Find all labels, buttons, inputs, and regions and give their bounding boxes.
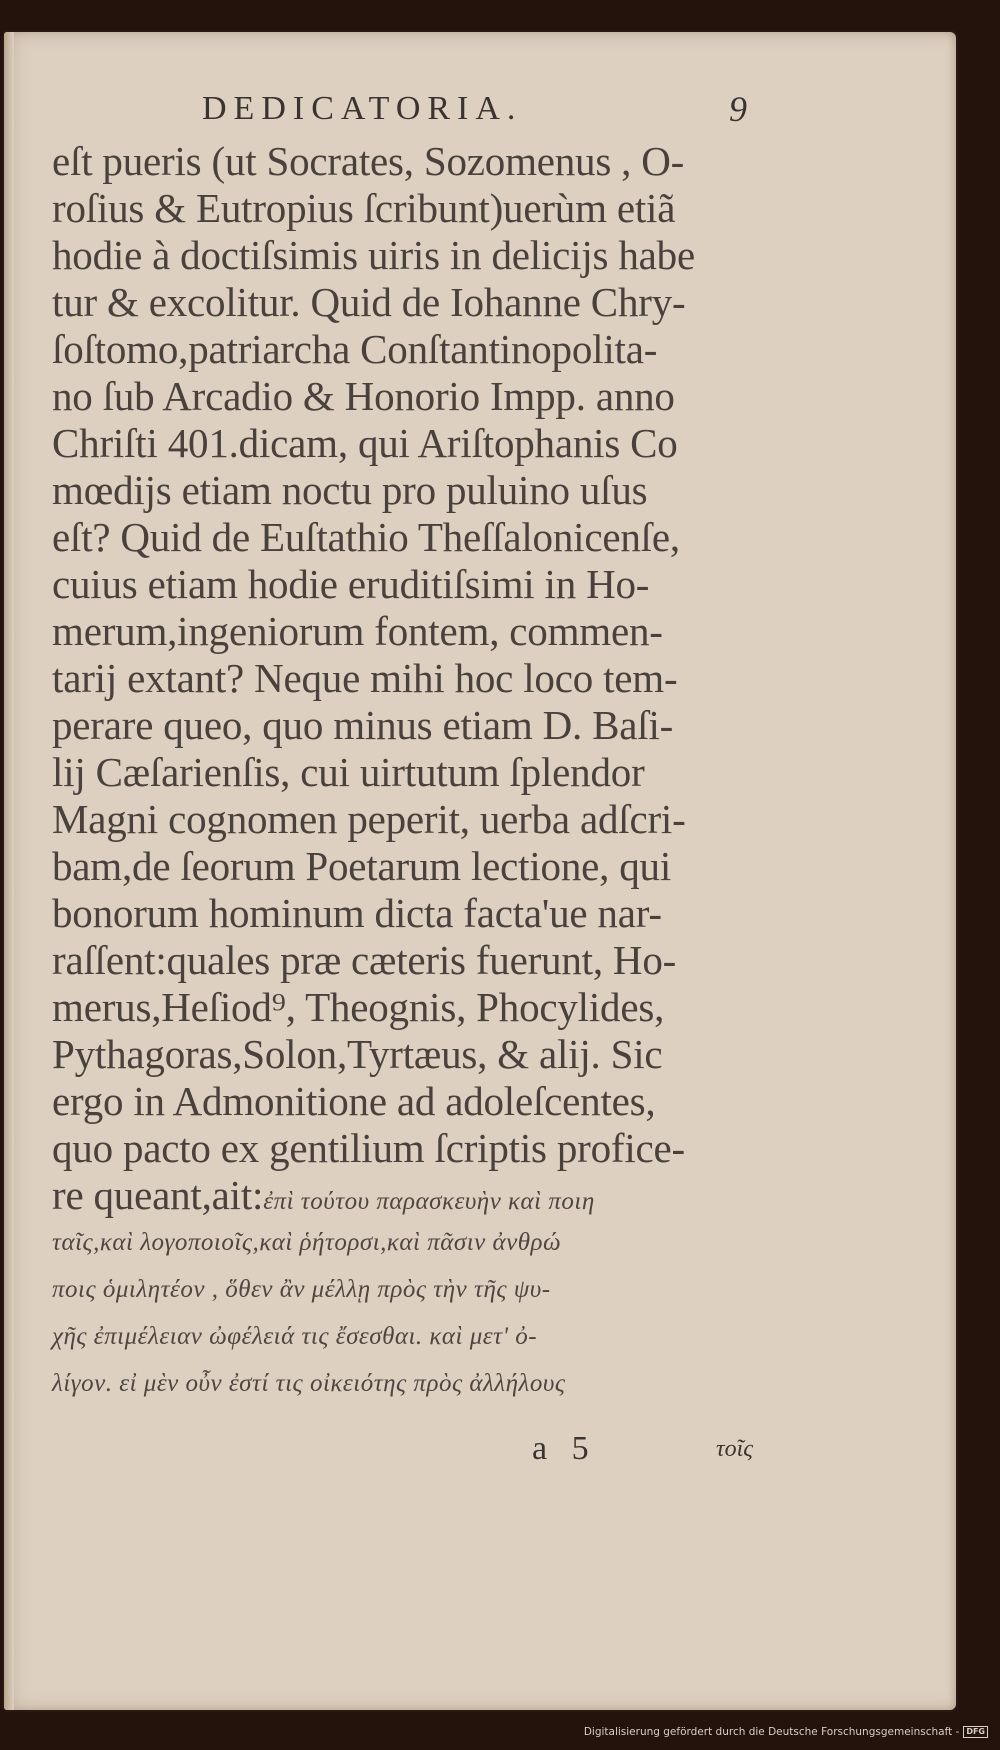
page-header	[4, 90, 956, 136]
text-line: Chriſti 401.dicam, qui Ariſtophanis Co	[52, 420, 678, 466]
text-line: quo pacto ex gentilium ſcriptis profice-	[52, 1125, 686, 1171]
text-line-mixed	[52, 1172, 772, 1219]
catchword: τοῖς	[716, 1436, 753, 1462]
text-line: eſt pueris (ut Socrates, Sozomenus , O-	[52, 138, 685, 184]
text-line: tarij extant? Neque mihi hoc loco tem-	[52, 655, 678, 701]
latin-text: re queant,ait:	[52, 1172, 264, 1218]
credit-text: Digitalisierung gefördert durch die Deutsche Forschungsgemeinschaft -	[583, 1726, 960, 1738]
page-footer	[4, 1430, 956, 1480]
text-line: perare queo, quo minus etiam D. Baſi-	[52, 702, 674, 748]
greek-text: ἐπὶ τούτου παρασκευὴν καὶ ποιη	[263, 1188, 595, 1215]
text-line: merus,Heſiod⁹, Theognis, Phocylides,	[52, 984, 665, 1030]
text-line: cuius etiam hodie eruditiſsimi in Ho-	[52, 561, 650, 607]
greek-line: λίγον. εἰ μὲν οὖν ἐστί τις οἰκειότης πρὸς ἀλλήλους	[52, 1370, 566, 1397]
text-line: mœdijs etiam noctu pro puluino uſus	[52, 467, 648, 513]
text-block	[52, 138, 772, 1407]
text-line: Magni cognomen peperit, uerba adſcri-	[52, 796, 686, 842]
text-line: Pythagoras,Solon,Tyrtæus, & alij. Sic	[52, 1031, 663, 1077]
page-number: 9	[729, 89, 747, 129]
text-line: merum,ingeniorum fontem, commen-	[52, 608, 663, 654]
dfg-logo-icon: DFG	[963, 1726, 988, 1738]
digitization-credit	[584, 1726, 988, 1738]
text-line: ſoſtomo,patriarcha Conſtantinopolita-	[52, 326, 658, 372]
text-line: lij Cæſarienſis, cui uirtutum ſplendor	[52, 749, 645, 795]
running-head: DEDICATORIA.	[202, 90, 523, 127]
signature-mark: a 5	[532, 1430, 597, 1467]
text-line: hodie à doctiſsimis uiris in delicijs habe	[52, 232, 695, 278]
text-line: eſt? Quid de Euſtathio Theſſalonicenſe,	[52, 514, 680, 560]
text-line: bam,de ſeorum Poetarum lectione, qui	[52, 843, 672, 889]
text-line: raſſent:quales præ cæteris fuerunt, Ho-	[52, 937, 677, 983]
text-line: tur & excolitur. Quid de Iohanne Chry-	[52, 279, 686, 325]
text-line: bonorum hominum dicta facta'ue nar-	[52, 890, 662, 936]
greek-line: χῆς ἐπιμέλειαν ὠφέλειά τις ἔσεσθαι. καὶ μετ' ὀ-	[52, 1323, 538, 1350]
text-line: no ſub Arcadio & Honorio Impp. anno	[52, 373, 675, 419]
text-line: roſius & Eutropius ſcribunt)uerùm etiã	[52, 185, 676, 231]
text-line: ergo in Admonitione ad adoleſcentes,	[52, 1078, 656, 1124]
book-page	[4, 32, 956, 1710]
greek-line: ποις ὁμιλητέον , ὅθεν ἂν μέλλῃ πρὸς τὴν τῆς ψυ-	[52, 1276, 551, 1303]
greek-line: ταῖς,καὶ λογοποιοῖς,καὶ ῥήτορσι,καὶ πᾶσιν ἀνθρώ	[52, 1229, 561, 1256]
